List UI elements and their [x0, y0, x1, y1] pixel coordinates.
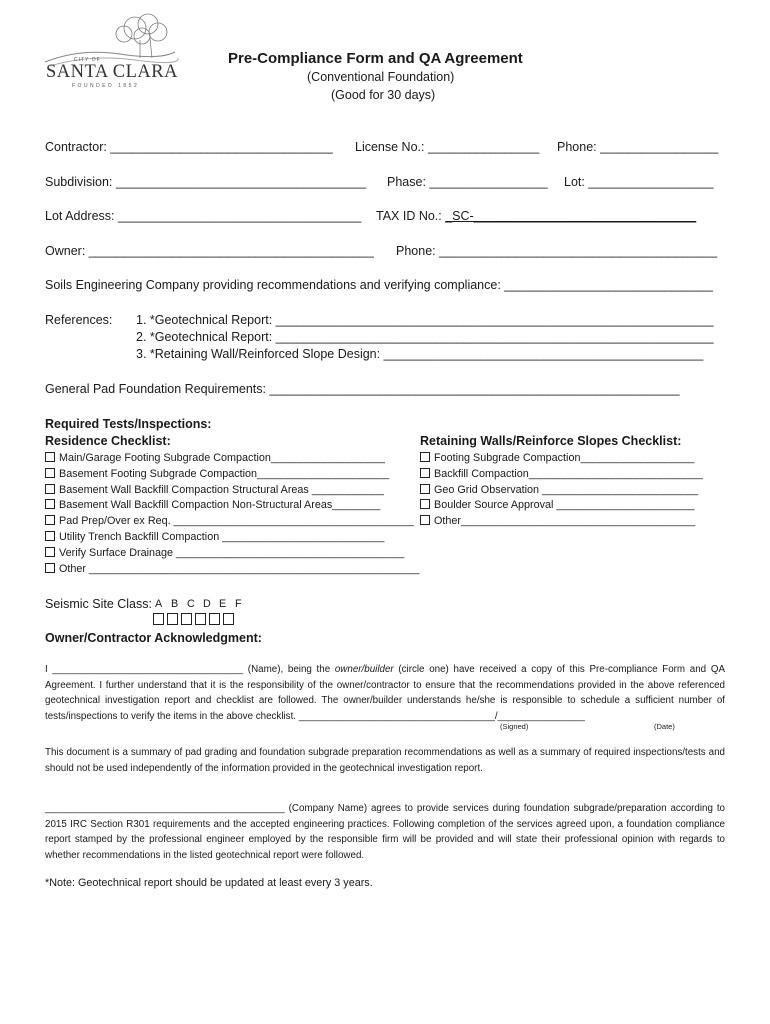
checkbox[interactable]: [420, 484, 430, 494]
owner-field[interactable]: Owner: _________________________________________: [45, 244, 374, 258]
seismic-class-a: A: [155, 598, 163, 610]
checklist-item[interactable]: Verify Surface Drainage ______________________________________: [45, 547, 419, 563]
checkbox[interactable]: [420, 499, 430, 509]
checklist-item[interactable]: Backfill Compaction_____________________________: [420, 468, 703, 484]
signed-caption: (Signed): [500, 722, 529, 731]
phone-field-2[interactable]: Phone: ________________________________________: [396, 244, 718, 258]
seismic-class-d: D: [203, 598, 211, 610]
phone-field-1[interactable]: Phone: _________________: [557, 140, 719, 154]
seismic-class-e: E: [219, 598, 227, 610]
tax-id-field[interactable]: [376, 209, 696, 223]
seismic-checkbox-a[interactable]: [153, 613, 164, 625]
lot-field[interactable]: Lot: __________________: [564, 175, 714, 189]
logo-name: SANTA CLARA: [46, 62, 178, 82]
acknowledgment-paragraph: I ___________________________________ (Name), being the owner/builder (circle one) have received a copy of this Pre-compliance Form and QA Agreement. I further understand that it is the responsibility of the owner/contractor to ensure that the recommendations provided in the above referenced geotechnical investigation report and checklist are followed. The owner/builder understands he/she is responsible to schedule a sufficient number of tests/inspections to verify the items in the above checklist. ____________________________________/________________: [45, 664, 725, 722]
residence-checklist-heading: Residence Checklist:: [45, 434, 171, 448]
checklist-item[interactable]: Main/Garage Footing Subgrade Compaction___________________: [45, 452, 419, 468]
checkbox[interactable]: [45, 547, 55, 557]
company-agreement-paragraph: ____________________________________________ (Company Name) agrees to provide services during foundation subgrade/preparation according to 2015 IRC Section R301 requirements and the accepted engineering practices. Following completion of the services agreed upon, a foundation compliance report stamped by the professional engineer employed by the responsible firm will be provided and will state their professional opinion with regards to whether recommendations in the listed geotechnical report were followed.: [45, 803, 725, 861]
page-subtitle-1: (Conventional Foundation): [307, 70, 455, 84]
note-text: *Note: Geotechnical report should be updated at least every 3 years.: [45, 877, 373, 889]
acknowledgment-heading: Owner/Contractor Acknowledgment:: [45, 631, 262, 645]
seismic-class-c: C: [187, 598, 195, 610]
seismic-checkbox-c[interactable]: [181, 613, 192, 625]
checkbox[interactable]: [45, 452, 55, 462]
seismic-checkbox-e[interactable]: [209, 613, 220, 625]
required-tests-heading: Required Tests/Inspections:: [45, 417, 212, 431]
date-caption: (Date): [654, 722, 675, 731]
logo-founded: FOUNDED 1852: [72, 83, 140, 89]
seismic-label: Seismic Site Class:: [45, 597, 152, 611]
page-subtitle-2: (Good for 30 days): [331, 88, 436, 102]
summary-paragraph: This document is a summary of pad grading and foundation subgrade preparation recommendations as well as a summary of required inspections/tests and should not be used independently of the information provided in the geotechnical investigation report.: [45, 747, 725, 774]
contractor-field[interactable]: Contractor: ________________________________: [45, 140, 333, 154]
page-title: Pre-Compliance Form and QA Agreement: [228, 50, 523, 67]
checklist-item[interactable]: Other_______________________________________: [420, 515, 703, 531]
retaining-checklist-heading: Retaining Walls/Reinforce Slopes Checklist:: [420, 434, 682, 448]
tax-id-value: _SC-________________________________: [445, 209, 697, 223]
reference-1-field[interactable]: 1. *Geotechnical Report: _______________________________________________________________: [136, 313, 714, 327]
checkbox[interactable]: [45, 515, 55, 525]
phase-field[interactable]: Phase: _________________: [387, 175, 548, 189]
checkbox[interactable]: [45, 484, 55, 494]
references-label: References:: [45, 313, 113, 327]
checklist-item[interactable]: Boulder Source Approval _______________________: [420, 499, 703, 515]
checklist-item[interactable]: Basement Footing Subgrade Compaction______________________: [45, 468, 419, 484]
seismic-checkbox-d[interactable]: [195, 613, 206, 625]
seismic-classes: [155, 598, 251, 610]
checkbox[interactable]: [420, 468, 430, 478]
reference-3-field[interactable]: 3. *Retaining Wall/Reinforced Slope Design: ______________________________________________: [136, 347, 704, 361]
checklist-item[interactable]: Basement Wall Backfill Compaction Structural Areas ____________: [45, 484, 419, 500]
logo-city-of: CITY OF: [74, 57, 101, 63]
seismic-class-b: B: [171, 598, 179, 610]
tax-id-label: TAX ID No.:: [376, 209, 446, 223]
tree-illustration-icon: [40, 10, 180, 70]
checkbox[interactable]: [45, 563, 55, 573]
checklist-item[interactable]: Footing Subgrade Compaction___________________: [420, 452, 703, 468]
reference-2-field[interactable]: 2. *Geotechnical Report: _______________________________________________________________: [136, 330, 714, 344]
checklist-item[interactable]: Pad Prep/Over ex Req. ________________________________________: [45, 515, 419, 531]
city-logo: [40, 10, 180, 92]
checklist-item[interactable]: Geo Grid Observation __________________________: [420, 484, 703, 500]
checkbox[interactable]: [45, 468, 55, 478]
license-field[interactable]: License No.: ________________: [355, 140, 540, 154]
checkbox[interactable]: [420, 515, 430, 525]
checklist-item[interactable]: Other _______________________________________________________: [45, 563, 419, 579]
residence-checklist: [45, 452, 419, 578]
checklist-item[interactable]: Utility Trench Backfill Compaction ___________________________: [45, 531, 419, 547]
checkbox[interactable]: [45, 499, 55, 509]
lot-address-field[interactable]: Lot Address: ___________________________________: [45, 209, 362, 223]
checkbox[interactable]: [420, 452, 430, 462]
retaining-checklist: [420, 452, 703, 531]
seismic-class-f: F: [235, 598, 242, 610]
seismic-checkbox-b[interactable]: [167, 613, 178, 625]
checklist-item[interactable]: Basement Wall Backfill Compaction Non-Structural Areas________: [45, 499, 419, 515]
soils-company-field[interactable]: Soils Engineering Company providing recommendations and verifying compliance: ______________________________: [45, 278, 713, 292]
subdivision-field[interactable]: Subdivision: ____________________________________: [45, 175, 367, 189]
seismic-checkbox-f[interactable]: [223, 613, 234, 625]
general-pad-field[interactable]: General Pad Foundation Requirements: ___________________________________________________________: [45, 382, 680, 396]
seismic-checkboxes: [153, 612, 237, 630]
checkbox[interactable]: [45, 531, 55, 541]
